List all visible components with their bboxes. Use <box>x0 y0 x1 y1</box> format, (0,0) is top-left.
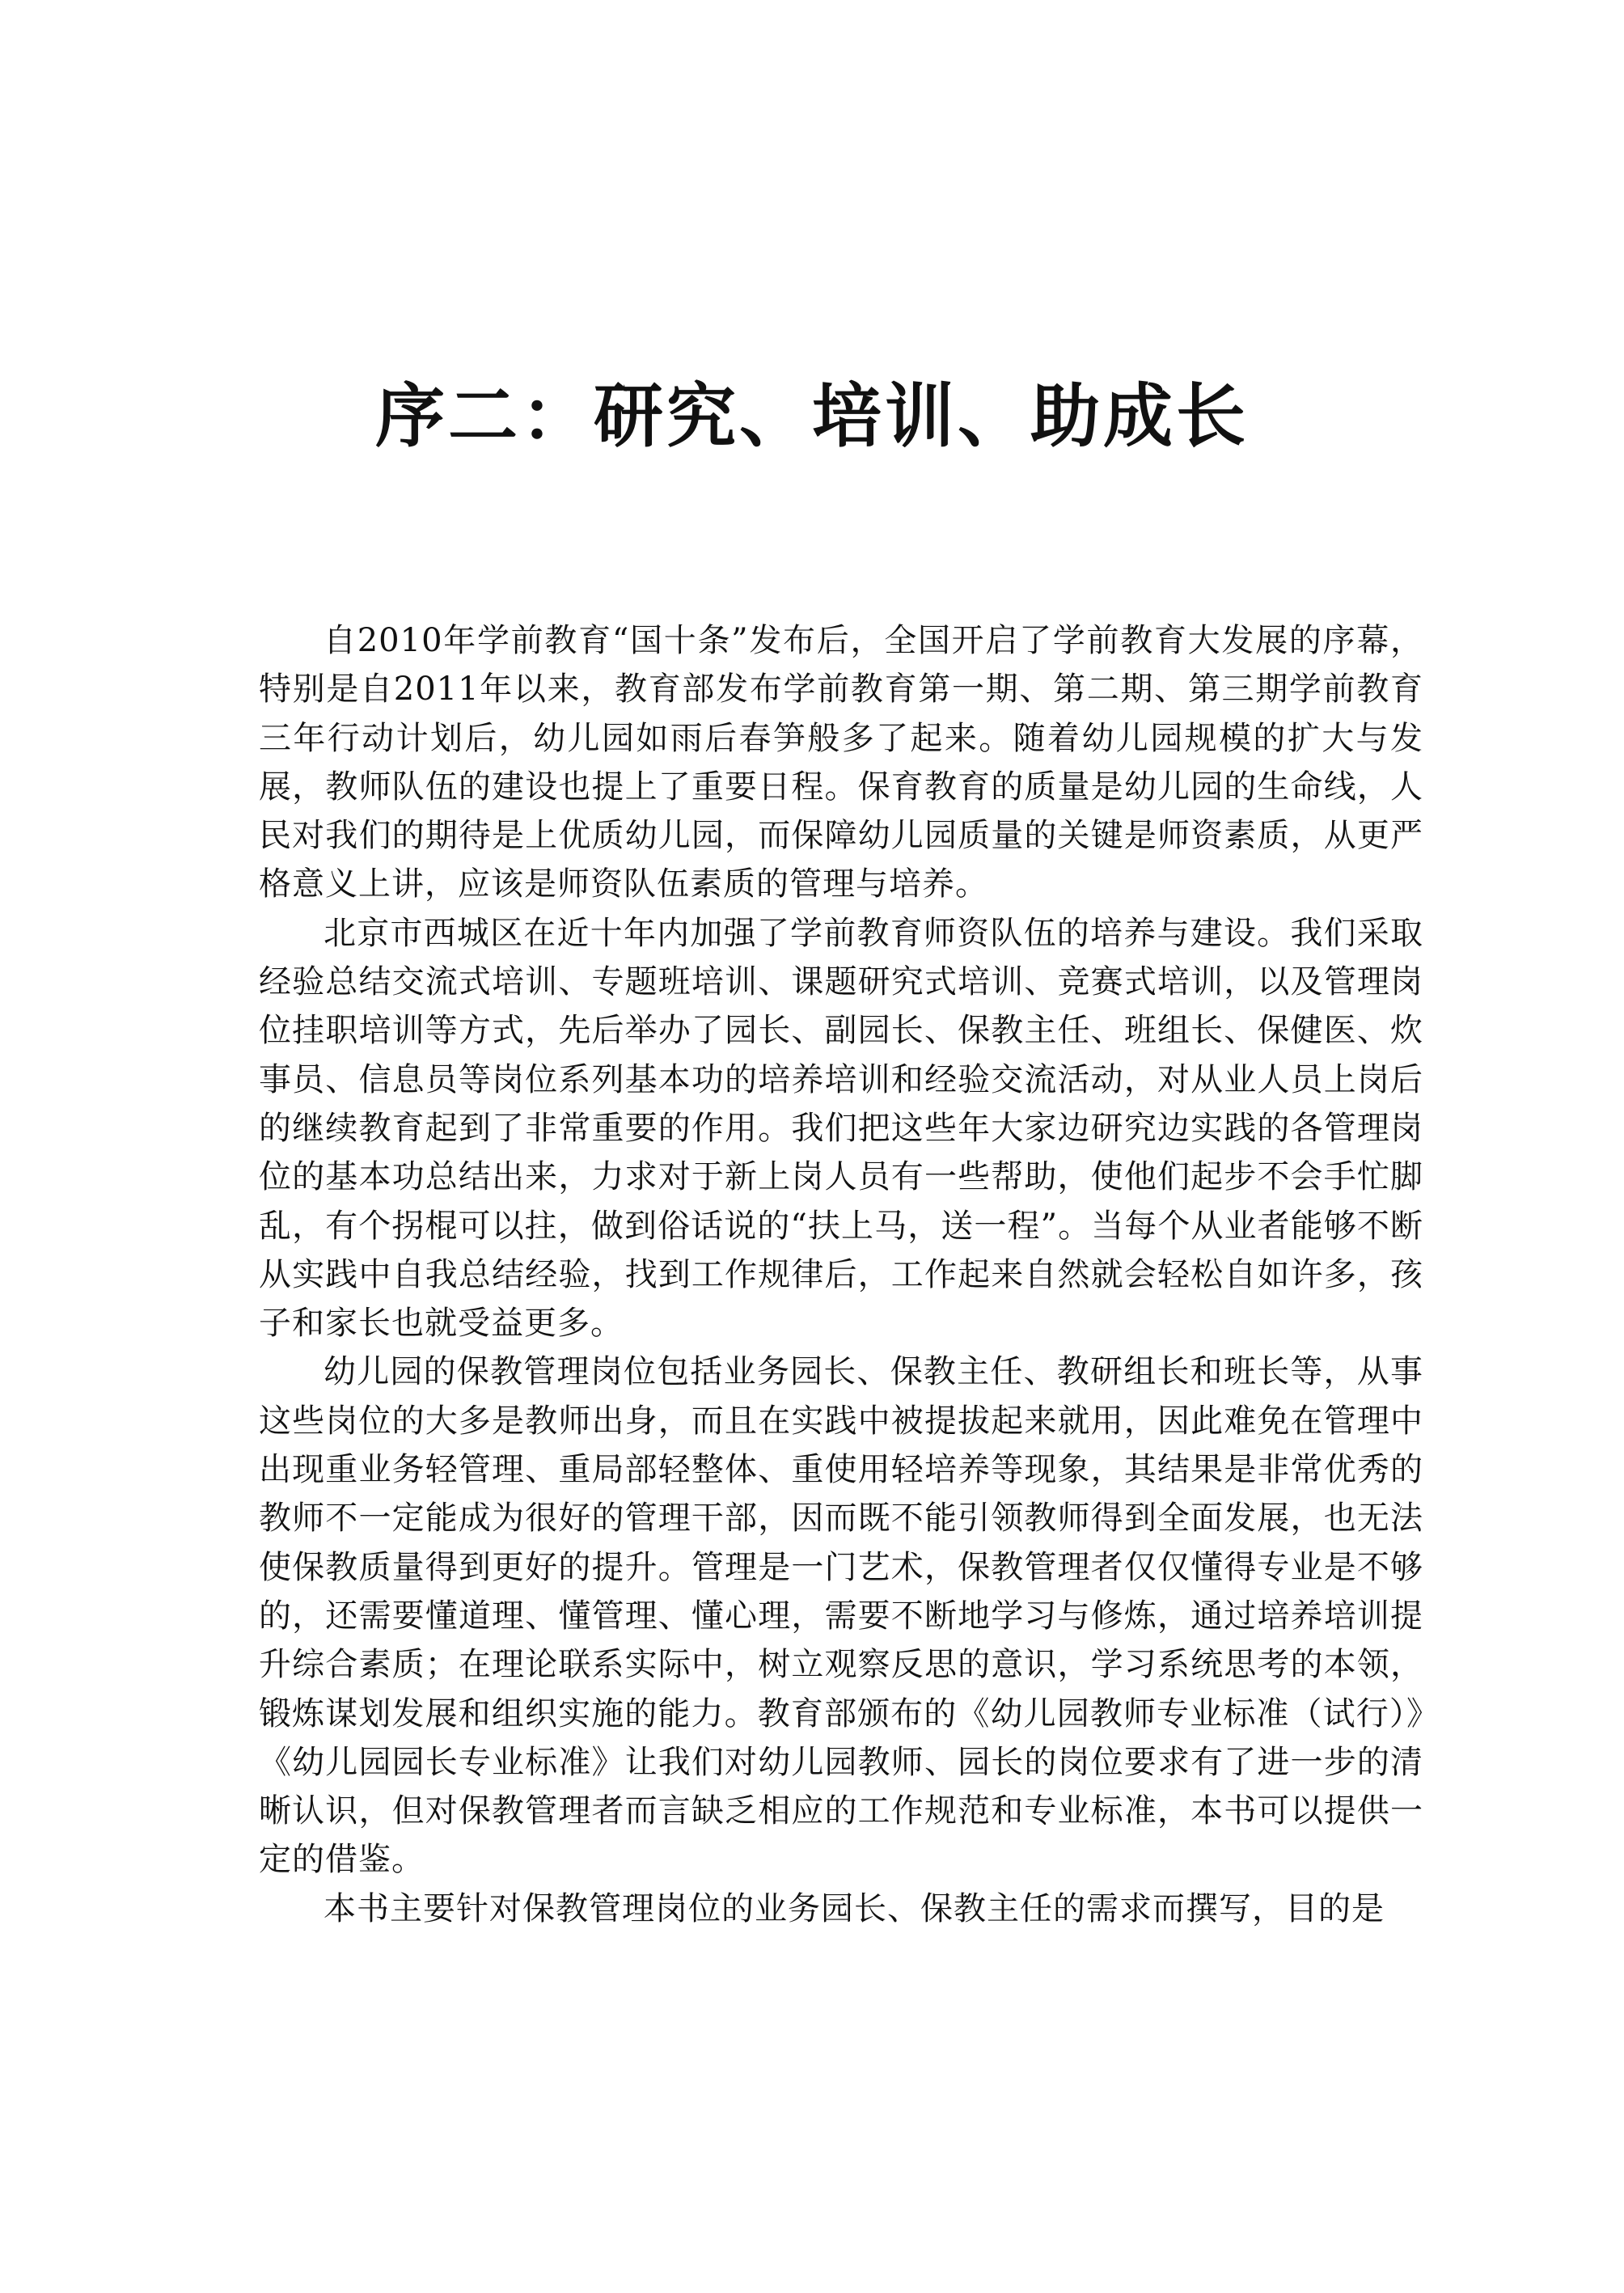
page-title: 序二：研究、培训、助成长 <box>375 376 1249 457</box>
paragraph: 北京市西城区在近十年内加强了学前教育师资队伍的培养与建设。我们采取经验总结交流式培训、专题班培训、课题研究式培训、竞赛式培训，以及管理岗位挂职培训等方式，先后举办了园长、副园长、保教主任、班组长、保健医、炊事员、信息员等岗位系列基本功的培养培训和经验交流活动，对从业人员上岗后的继续教育起到了非常重要的作用。我们把这些年大家边研究边实践的各管理岗位的基本功总结出来，力求对于新上岗人员有一些帮助，使他们起步不会手忙脚乱，有个拐棍可以拄，做到俗话说的“扶上马，送一程”。当每个从业者能够不断从实践中自我总结经验，找到工作规律后，工作起来自然就会轻松自如许多，孩子和家长也就受益更多。 <box>259 914 1423 1343</box>
paragraph: 自2010年学前教育“国十条”发布后，全国开启了学前教育大发展的序幕，特别是自2011年以来，教育部发布学前教育第一期、第二期、第三期学前教育三年行动计划后，幼儿园如雨后春笋般多了起来。随着幼儿园规模的扩大与发展，教师队伍的建设也提上了重要日程。保育教育的质量是幼儿园的生命线，人民对我们的期待是上优质幼儿园，而保障幼儿园质量的关键是师资素质，从更严格意义上讲，应该是师资队伍素质的管理与培养。 <box>259 622 1423 903</box>
paragraph: 本书主要针对保教管理岗位的业务园长、保教主任的需求而撰写，目的是 <box>324 1889 1385 1927</box>
body-text <box>259 616 1423 1933</box>
paragraph: 幼儿园的保教管理岗位包括业务园长、保教主任、教研组长和班长等，从事这些岗位的大多是教师出身，而且在实践中被提拔起来就用，因此难免在管理中出现重业务轻管理、重局部轻整体、重使用轻培养等现象，其结果是非常优秀的教师不一定能成为很好的管理干部，因而既不能引领教师得到全面发展，也无法使保教质量得到更好的提升。管理是一门艺术，保教管理者仅仅懂得专业是不够的，还需要懂道理、懂管理、懂心理，需要不断地学习与修炼，通过培养培训提升综合素质；在理论联系实际中，树立观察反思的意识，学习系统思考的本领，锻炼谋划发展和组织实施的能力。教育部颁布的《幼儿园教师专业标准（试行）》《幼儿园园长专业标准》让我们对幼儿园教师、园长的岗位要求有了进一步的清晰认识，但对保教管理者而言缺乏相应的工作规范和专业标准，本书可以提供一定的借鉴。 <box>259 1353 1423 1879</box>
